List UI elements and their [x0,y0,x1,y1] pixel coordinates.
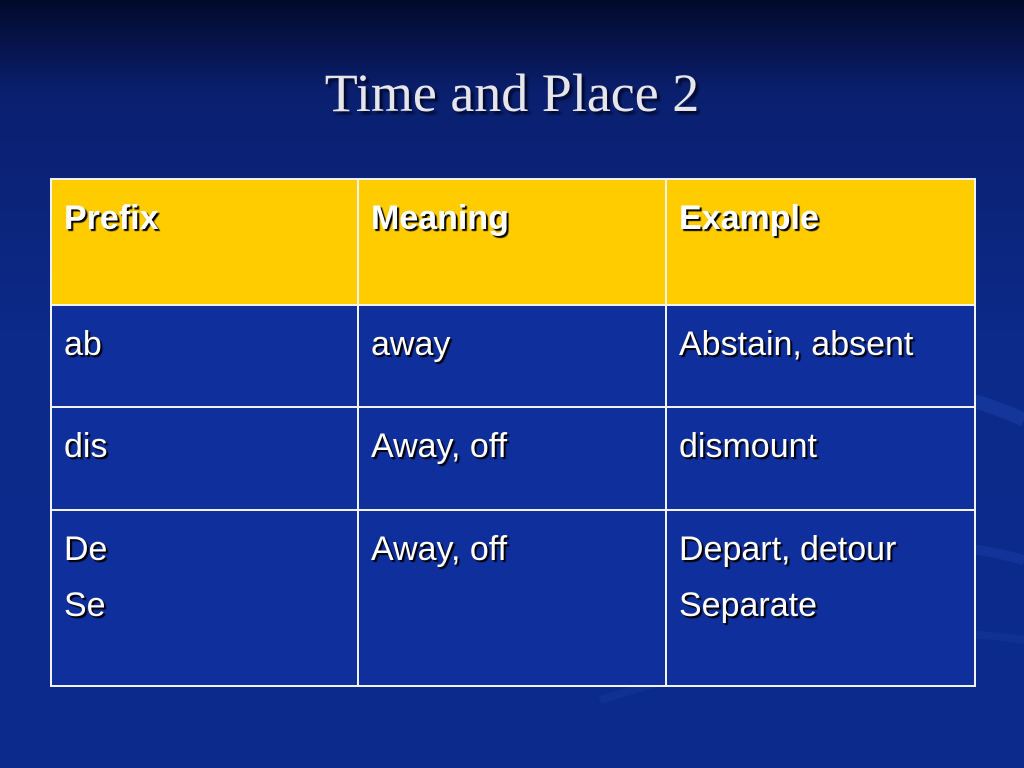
header-meaning: Meaning [358,179,666,305]
cell-meaning [358,407,666,509]
cell-prefix [51,305,358,407]
cell-meaning [358,510,666,686]
cell-example [666,510,975,686]
cell-line: Depart, detour [679,529,897,568]
cell-line: Separate [679,586,817,624]
prefix-table [50,178,976,687]
cell-prefix [51,510,358,686]
cell-line: Abstain, absent [679,325,914,363]
cell-line: De [64,529,108,568]
table-row [51,407,975,509]
table-row [51,305,975,407]
cell-line: Away, off [371,427,508,466]
cell-line: ab [64,325,102,363]
cell-line: Se [64,586,106,624]
header-prefix: Prefix [51,179,358,305]
cell-example [666,407,975,509]
table-header-row [51,179,975,305]
cell-line: away [371,325,451,363]
table-row [51,510,975,686]
cell-line: dis [64,427,108,466]
cell-line: Away, off [371,529,508,568]
slide-title: Time and Place 2 [324,63,700,123]
header-example: Example [666,179,975,305]
cell-line: dismount [679,427,817,466]
cell-prefix [51,407,358,509]
cell-meaning [358,305,666,407]
cell-example [666,305,975,407]
